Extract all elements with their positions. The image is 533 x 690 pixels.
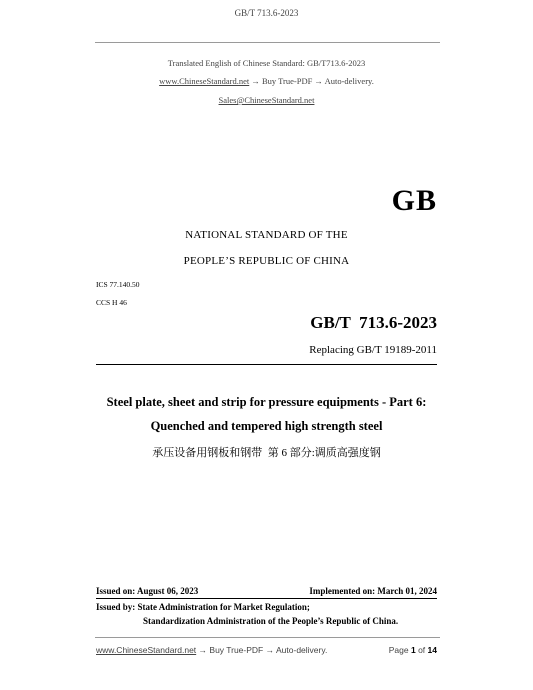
ccs-code: CCS H 46 xyxy=(96,298,127,307)
title-divider xyxy=(96,364,437,365)
title-english-line2: Quenched and tempered high strength steel xyxy=(150,419,383,433)
replacing-note: Replacing GB/T 19189-2011 xyxy=(309,344,437,356)
current-page: 1 xyxy=(410,645,416,655)
page-indicator xyxy=(389,645,437,655)
title-chinese: 承压设备用钢板和钢带 第 6 部分:调质高强度钢 xyxy=(152,447,381,459)
running-head: GB/T 713.6-2023 xyxy=(234,8,299,18)
header-divider xyxy=(95,42,440,43)
issued-by-line2: Standardization Administration of the People’s Republic of China. xyxy=(143,616,399,626)
gb-mark: GB xyxy=(391,184,437,217)
footer-chinesestandard-link[interactable]: www.ChineseStandard.net xyxy=(96,645,197,655)
issue-divider xyxy=(96,598,437,599)
national-standard-line1: NATIONAL STANDARD OF THE xyxy=(185,229,348,241)
title-english-line1: Steel plate, sheet and strip for pressure equipments - Part 6: xyxy=(106,395,427,409)
footer-buy-line xyxy=(96,645,327,655)
buy-line xyxy=(0,76,533,86)
footer-divider xyxy=(95,637,440,638)
national-standard-line2: PEOPLE’S REPUBLIC OF CHINA xyxy=(183,255,350,267)
footer-buy-text: → Buy True-PDF → Auto-delivery. xyxy=(196,645,328,655)
buy-line-text: → Buy True-PDF → Auto-delivery. xyxy=(249,76,374,86)
issued-on-date: Issued on: August 06, 2023 xyxy=(96,586,199,596)
of-label: of xyxy=(415,645,428,655)
page-label: Page xyxy=(388,645,411,655)
translated-line: Translated English of Chinese Standard: GB/T713.6-2023 xyxy=(167,58,366,68)
chinesestandard-link[interactable]: www.ChineseStandard.net xyxy=(159,76,250,86)
implemented-on-date: Implemented on: March 01, 2024 xyxy=(309,586,437,596)
issued-by-line1: Issued by: State Administration for Market Regulation; xyxy=(96,602,310,612)
total-pages: 14 xyxy=(427,645,437,655)
standard-number: GB/T 713.6-2023 xyxy=(310,313,437,332)
ics-code: ICS 77.140.50 xyxy=(96,280,140,289)
sales-email-link[interactable]: Sales@ChineseStandard.net xyxy=(218,95,315,105)
